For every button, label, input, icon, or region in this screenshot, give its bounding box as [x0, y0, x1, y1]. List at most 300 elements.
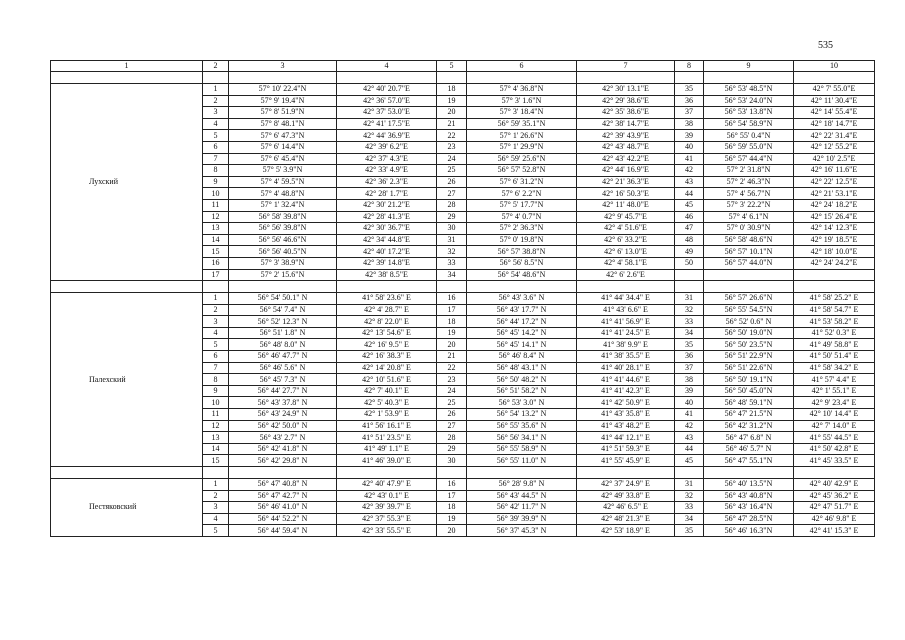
table-cell: 12: [203, 211, 229, 223]
table-cell: 57° 6' 2.2"N: [467, 188, 577, 200]
empty-cell: [437, 467, 467, 479]
table-cell: 42: [675, 420, 704, 432]
table-cell: 4: [203, 513, 229, 525]
empty-cell: [704, 467, 794, 479]
table-cell: 42° 22' 12.5"E: [794, 176, 875, 188]
table-cell: 42° 24' 18.2"E: [794, 199, 875, 211]
table-cell: 56° 45' 14.1" N: [467, 339, 577, 351]
district-name: Пестяковский: [51, 479, 203, 537]
table-cell: 42° 19' 18.5"E: [794, 234, 875, 246]
table-cell: 41° 53' 58.2" E: [794, 316, 875, 328]
table-cell: 56° 42' 50.0" N: [229, 420, 337, 432]
table-cell: 42° 18' 10.0"E: [794, 246, 875, 258]
empty-cell: [51, 281, 203, 293]
table-cell: 56° 43' 3.6" N: [467, 293, 577, 305]
table-cell: 27: [437, 420, 467, 432]
table-cell: 41° 42' 50.9" E: [577, 397, 675, 409]
table-cell: 30: [437, 455, 467, 467]
table-cell: 42° 37' 55.3" E: [337, 513, 437, 525]
table-cell: 56° 43' 17.7" N: [467, 304, 577, 316]
table-cell: 57° 1' 26.6"N: [467, 130, 577, 142]
table-cell: 41° 38' 9.9" E: [577, 339, 675, 351]
table-cell: 57° 2' 46.3"N: [704, 176, 794, 188]
table-cell: 57° 3' 18.4"N: [467, 107, 577, 119]
table-cell: 42° 21' 36.3"E: [577, 176, 675, 188]
table-cell: 56° 57' 44.0"N: [704, 257, 794, 269]
table-cell: 57° 4' 0.7"N: [467, 211, 577, 223]
table-cell: 19: [437, 327, 467, 339]
table-cell: 21: [437, 351, 467, 363]
table-cell: 42° 13' 54.6" E: [337, 327, 437, 339]
table-cell: 42° 18' 14.7"E: [794, 118, 875, 130]
table-cell: 56° 43' 24.9" N: [229, 409, 337, 421]
table-cell: 20: [437, 339, 467, 351]
table-cell: 41° 58' 23.6" E: [337, 293, 437, 305]
table-cell: 42° 12' 55.2"E: [794, 141, 875, 153]
table-cell: 42° 16' 11.6"E: [794, 165, 875, 177]
header-row: [51, 61, 875, 72]
table-cell: 56° 56' 34.1" N: [467, 432, 577, 444]
table-cell: 42° 14' 55.4"E: [794, 107, 875, 119]
table-cell: 20: [437, 107, 467, 119]
separator-row: [51, 72, 875, 84]
table-cell: 56° 51' 1.8" N: [229, 327, 337, 339]
table-cell: 43: [675, 176, 704, 188]
table-cell: 42° 36' 57.0"E: [337, 95, 437, 107]
table-cell: 42° 45' 36.2" E: [794, 490, 875, 502]
table-cell: 56° 46' 5.6" N: [229, 362, 337, 374]
table-cell: 35: [675, 525, 704, 537]
empty-cell: [229, 281, 337, 293]
table-cell: 56° 52' 0.6" N: [704, 316, 794, 328]
table-cell: 9: [203, 176, 229, 188]
table-cell: 57° 5' 3.9"N: [229, 165, 337, 177]
table-cell: 42° 11' 30.4"E: [794, 95, 875, 107]
table-cell: 48: [675, 234, 704, 246]
table-cell: 42° 6' 13.0"E: [577, 246, 675, 258]
table-cell: 57° 8' 48.1"N: [229, 118, 337, 130]
table-cell: 21: [437, 118, 467, 130]
column-header: 8: [675, 61, 704, 72]
empty-cell: [203, 281, 229, 293]
table-cell: 30: [437, 223, 467, 235]
table-cell: 56° 45' 7.3" N: [229, 374, 337, 386]
table-cell: 26: [437, 409, 467, 421]
table-cell: 56° 43' 16.4"N: [704, 502, 794, 514]
table-cell: 41° 58' 34.2" E: [794, 362, 875, 374]
table-cell: 42° 33' 55.5" E: [337, 525, 437, 537]
column-header: 1: [51, 61, 203, 72]
table-cell: 56° 40' 13.5"N: [704, 479, 794, 491]
table-cell: 18: [437, 84, 467, 96]
table-cell: 42° 40' 17.2"E: [337, 246, 437, 258]
empty-cell: [675, 72, 704, 84]
table-cell: 56° 58' 39.8"N: [229, 211, 337, 223]
table-cell: 1: [203, 293, 229, 305]
empty-cell: [229, 467, 337, 479]
table-cell: 42° 30' 13.1"E: [577, 84, 675, 96]
table-cell: 42° 43' 42.2"E: [577, 153, 675, 165]
table-cell: 42° 8' 22.0" E: [337, 316, 437, 328]
empty-cell: [675, 467, 704, 479]
table-cell: 57° 8' 51.9"N: [229, 107, 337, 119]
table-cell: 57° 0' 19.8"N: [467, 234, 577, 246]
empty-cell: [794, 281, 875, 293]
table-cell: 57° 6' 31.2"N: [467, 176, 577, 188]
table-cell: 41° 41' 44.6" E: [577, 374, 675, 386]
table-cell: 10: [203, 397, 229, 409]
table-cell: 42° 37' 53.0"E: [337, 107, 437, 119]
table-cell: 41° 51' 23.5" E: [337, 432, 437, 444]
table-cell: 26: [437, 176, 467, 188]
table-cell: 42° 9' 23.4" E: [794, 397, 875, 409]
table-cell: 2: [203, 490, 229, 502]
table-cell: 38: [675, 118, 704, 130]
table-cell: 34: [675, 327, 704, 339]
table-cell: 56° 48' 8.0" N: [229, 339, 337, 351]
table-cell: 56° 47' 55.1"N: [704, 455, 794, 467]
table-cell: 56° 59' 25.6"N: [467, 153, 577, 165]
table-cell: 42° 44' 36.9"E: [337, 130, 437, 142]
table-cell: 56° 57' 44.4"N: [704, 153, 794, 165]
table-cell: 27: [437, 188, 467, 200]
table-cell: 56° 43' 2.7" N: [229, 432, 337, 444]
table-cell: 56° 56' 39.8"N: [229, 223, 337, 235]
table-cell: 56° 55' 35.6" N: [467, 420, 577, 432]
table-cell: 39: [675, 130, 704, 142]
table-cell: 56° 57' 26.6"N: [704, 293, 794, 305]
table-cell: 42° 33' 4.9"E: [337, 165, 437, 177]
table-cell: 36: [675, 351, 704, 363]
table-cell: 56° 42' 29.8" N: [229, 455, 337, 467]
table-cell: 57° 1' 29.9"N: [467, 141, 577, 153]
empty-cell: [203, 72, 229, 84]
table-cell: 41° 57' 4.4" E: [794, 374, 875, 386]
table-cell: 41° 38' 35.5" E: [577, 351, 675, 363]
table-cell: 42° 1' 53.9" E: [337, 409, 437, 421]
table-cell: 42° 28' 41.3"E: [337, 211, 437, 223]
table-cell: 25: [437, 165, 467, 177]
table-cell: 41° 43' 48.2" E: [577, 420, 675, 432]
table-cell: 56° 56' 40.5"N: [229, 246, 337, 258]
table-cell: 42: [675, 165, 704, 177]
table-cell: 57° 10' 22.4"N: [229, 84, 337, 96]
table-cell: 42° 22' 31.4"E: [794, 130, 875, 142]
table-cell: 42° 7' 40.1" E: [337, 385, 437, 397]
table-cell: 41° 50' 42.8" E: [794, 443, 875, 455]
table-cell: 56° 44' 27.7" N: [229, 385, 337, 397]
table-cell: 42° 40' 47.9" E: [337, 479, 437, 491]
empty-cell: [437, 72, 467, 84]
table-cell: 2: [203, 95, 229, 107]
table-cell: 56° 43' 40.8"N: [704, 490, 794, 502]
table-cell: 24: [437, 385, 467, 397]
table-cell: 42° 46' 9.8" E: [794, 513, 875, 525]
table-cell: 3: [203, 502, 229, 514]
table-cell: 41° 52' 0.3" E: [794, 327, 875, 339]
table-cell: 7: [203, 362, 229, 374]
table-cell: 41° 50' 51.4" E: [794, 351, 875, 363]
table-cell: 42° 43' 48.7"E: [577, 141, 675, 153]
table-cell: 56° 47' 40.8" N: [229, 479, 337, 491]
column-header: 6: [467, 61, 577, 72]
table-cell: 28: [437, 432, 467, 444]
table-cell: 42° 4' 28.7" E: [337, 304, 437, 316]
table-cell: 57° 4' 56.7"N: [704, 188, 794, 200]
table-cell: 56° 47' 21.5"N: [704, 409, 794, 421]
table-cell: 42° 34' 44.8"E: [337, 234, 437, 246]
empty-cell: [337, 467, 437, 479]
table-cell: 56° 51' 22.9"N: [704, 351, 794, 363]
table-cell: 56° 55' 58.9" N: [467, 443, 577, 455]
table-cell: 6: [203, 351, 229, 363]
empty-cell: [675, 281, 704, 293]
table-cell: 56° 51' 58.2" N: [467, 385, 577, 397]
table-cell: 57° 4' 6.1"N: [704, 211, 794, 223]
table-cell: 42° 29' 38.6"E: [577, 95, 675, 107]
empty-cell: [467, 72, 577, 84]
table-cell: 42° 4' 51.6"E: [577, 223, 675, 235]
empty-cell: [577, 467, 675, 479]
empty-cell: [51, 467, 203, 479]
table-cell: 56° 46' 47.7" N: [229, 351, 337, 363]
table-cell: 42° 24' 24.2"E: [794, 257, 875, 269]
table-cell: 42° 16' 50.3"E: [577, 188, 675, 200]
empty-cell: [577, 72, 675, 84]
table-cell: 42° 9' 45.7"E: [577, 211, 675, 223]
table-cell: 57° 1' 32.4"N: [229, 199, 337, 211]
table-cell: 24: [437, 153, 467, 165]
table-cell: 57° 3' 1.6"N: [467, 95, 577, 107]
table-cell: 35: [675, 84, 704, 96]
table-cell: 56° 42' 31.2"N: [704, 420, 794, 432]
table-cell: 22: [437, 362, 467, 374]
table-cell: 42° 6' 2.6"E: [577, 269, 675, 281]
table-cell: 36: [675, 95, 704, 107]
table-row: [51, 84, 875, 96]
table-cell: 41° 58' 25.2" E: [794, 293, 875, 305]
empty-cell: [337, 281, 437, 293]
table-cell: 32: [675, 490, 704, 502]
empty-cell: [51, 72, 203, 84]
table-cell: 29: [437, 211, 467, 223]
table-cell: 14: [203, 443, 229, 455]
table-cell: 56° 55' 11.0" N: [467, 455, 577, 467]
table-cell: 57° 2' 36.3"N: [467, 223, 577, 235]
table-cell: 42° 1' 55.1" E: [794, 385, 875, 397]
table-cell: 37: [675, 362, 704, 374]
table-cell: 22: [437, 130, 467, 142]
table-cell: 25: [437, 397, 467, 409]
table-cell: 57° 4' 48.8"N: [229, 188, 337, 200]
empty-cell: [337, 72, 437, 84]
column-header: 9: [704, 61, 794, 72]
column-header: 2: [203, 61, 229, 72]
table-cell: 56° 44' 17.2" N: [467, 316, 577, 328]
table-cell: 18: [437, 502, 467, 514]
table-cell: 42° 37' 24.9" E: [577, 479, 675, 491]
table-cell: 56° 46' 41.0" N: [229, 502, 337, 514]
table-cell: 42° 16' 38.3" E: [337, 351, 437, 363]
table-cell: 45: [675, 455, 704, 467]
table-cell: 42° 38' 14.7"E: [577, 118, 675, 130]
table-cell: 4: [203, 327, 229, 339]
empty-cell: [437, 281, 467, 293]
empty-cell: [794, 467, 875, 479]
table-cell: 42° 37' 4.3"E: [337, 153, 437, 165]
table-cell: 37: [675, 107, 704, 119]
table-cell: 32: [437, 246, 467, 258]
empty-cell: [229, 72, 337, 84]
table-cell: 41° 55' 45.9" E: [577, 455, 675, 467]
table-cell: 42° 7' 14.0" E: [794, 420, 875, 432]
table-cell: 56° 48' 43.1" N: [467, 362, 577, 374]
table-cell: 42° 14' 20.8" E: [337, 362, 437, 374]
table-cell: 41° 43' 35.8" E: [577, 409, 675, 421]
table-cell: 42° 40' 42.9" E: [794, 479, 875, 491]
table-cell: 20: [437, 525, 467, 537]
table-cell: 57° 6' 47.3"N: [229, 130, 337, 142]
table-cell: 42° 41' 17.5"E: [337, 118, 437, 130]
table-cell: 42° 28' 1.7"E: [337, 188, 437, 200]
table-cell: 57° 4' 36.8"N: [467, 84, 577, 96]
table-row: [51, 479, 875, 491]
table-cell: 40: [675, 141, 704, 153]
table-cell: 41° 40' 28.1" E: [577, 362, 675, 374]
table-cell: 56° 48' 59.1"N: [704, 397, 794, 409]
table-cell: 56° 59' 35.1"N: [467, 118, 577, 130]
table-cell: 56° 50' 23.5"N: [704, 339, 794, 351]
table-cell: 42° 16' 9.5" E: [337, 339, 437, 351]
table-cell: 56° 50' 19.1"N: [704, 374, 794, 386]
table-cell: 56° 50' 45.0"N: [704, 385, 794, 397]
table-cell: 56° 44' 52.2" N: [229, 513, 337, 525]
table-cell: 42° 35' 38.6"E: [577, 107, 675, 119]
table-cell: 12: [203, 420, 229, 432]
table-cell: 57° 4' 59.5"N: [229, 176, 337, 188]
table-cell: 41° 44' 12.1" E: [577, 432, 675, 444]
table-cell: 2: [203, 304, 229, 316]
table-cell: 6: [203, 141, 229, 153]
table-cell: 42° 10' 14.4" E: [794, 409, 875, 421]
table-cell: 42° 5' 40.3" E: [337, 397, 437, 409]
table-cell: 33: [675, 316, 704, 328]
table-cell: 56° 56' 46.6"N: [229, 234, 337, 246]
table-cell: 19: [437, 95, 467, 107]
table-cell: 56° 58' 48.6"N: [704, 234, 794, 246]
empty-cell: [794, 72, 875, 84]
table-cell: 41° 56' 16.1" E: [337, 420, 437, 432]
table-cell: [794, 269, 875, 281]
table-cell: 56° 47' 28.5"N: [704, 513, 794, 525]
table-cell: 57° 3' 38.9"N: [229, 257, 337, 269]
table-cell: 1: [203, 84, 229, 96]
table-cell: 41° 49' 1.1" E: [337, 443, 437, 455]
table-cell: 9: [203, 385, 229, 397]
column-header: 3: [229, 61, 337, 72]
table-cell: 42° 43' 0.1" E: [337, 490, 437, 502]
table-cell: 56° 57' 10.1"N: [704, 246, 794, 258]
table-cell: 56° 47' 42.7" N: [229, 490, 337, 502]
table-cell: 33: [675, 502, 704, 514]
table-cell: 42° 10' 51.6" E: [337, 374, 437, 386]
table-cell: 42° 39' 39.7" E: [337, 502, 437, 514]
table-cell: 29: [437, 443, 467, 455]
table-cell: 10: [203, 188, 229, 200]
table-cell: 49: [675, 246, 704, 258]
table-cell: 42° 11' 48.0"E: [577, 199, 675, 211]
table-cell: 14: [203, 234, 229, 246]
table-cell: 56° 28' 9.8" N: [467, 479, 577, 491]
table-cell: 3: [203, 107, 229, 119]
column-header: 4: [337, 61, 437, 72]
empty-cell: [203, 467, 229, 479]
table-cell: 11: [203, 199, 229, 211]
table-cell: 56° 53' 48.5"N: [704, 84, 794, 96]
table-cell: 17: [437, 304, 467, 316]
table-cell: 56° 37' 45.3" N: [467, 525, 577, 537]
table-body: [51, 61, 875, 537]
empty-cell: [467, 467, 577, 479]
table-cell: 42° 6' 33.2"E: [577, 234, 675, 246]
table-cell: 41° 51' 59.3" E: [577, 443, 675, 455]
table-cell: 42° 46' 6.5" E: [577, 502, 675, 514]
table-cell: 57° 6' 14.4"N: [229, 141, 337, 153]
table-cell: 42° 4' 58.1"E: [577, 257, 675, 269]
table-cell: 34: [675, 513, 704, 525]
table-cell: 41° 45' 33.5" E: [794, 455, 875, 467]
table-cell: 56° 46' 16.3"N: [704, 525, 794, 537]
table-cell: 42° 21' 53.1"E: [794, 188, 875, 200]
table-cell: 47: [675, 223, 704, 235]
table-cell: 44: [675, 188, 704, 200]
table-cell: 56° 46' 8.4" N: [467, 351, 577, 363]
table-cell: 56° 57' 52.8"N: [467, 165, 577, 177]
table-cell: 56° 42' 11.7" N: [467, 502, 577, 514]
separator-row: [51, 467, 875, 479]
table-cell: 56° 52' 12.3" N: [229, 316, 337, 328]
table-cell: 42° 36' 2.3"E: [337, 176, 437, 188]
table-cell: 56° 39' 39.9" N: [467, 513, 577, 525]
table-cell: 57° 6' 45.4"N: [229, 153, 337, 165]
table-cell: 56° 54' 7.4" N: [229, 304, 337, 316]
table-cell: 56° 45' 14.2" N: [467, 327, 577, 339]
table-cell: 41° 46' 39.0" E: [337, 455, 437, 467]
table-cell: 5: [203, 525, 229, 537]
table-cell: 15: [203, 455, 229, 467]
table-cell: 38: [675, 374, 704, 386]
table-cell: 56° 54' 50.1" N: [229, 293, 337, 305]
table-cell: 56° 53' 3.0" N: [467, 397, 577, 409]
table-cell: 56° 53' 24.0"N: [704, 95, 794, 107]
table-cell: 56° 56' 8.5"N: [467, 257, 577, 269]
table-cell: 56° 43' 37.8" N: [229, 397, 337, 409]
table-cell: 1: [203, 479, 229, 491]
table-cell: 42° 39' 14.8"E: [337, 257, 437, 269]
table-cell: 5: [203, 339, 229, 351]
district-name: Палехский: [51, 293, 203, 467]
table-cell: 34: [437, 269, 467, 281]
table-cell: 42° 15' 26.4"E: [794, 211, 875, 223]
table-cell: 5: [203, 130, 229, 142]
table-cell: 56° 46' 5.7" N: [704, 443, 794, 455]
table-cell: 8: [203, 374, 229, 386]
table-cell: 56° 57' 38.8"N: [467, 246, 577, 258]
table-cell: 19: [437, 513, 467, 525]
table-cell: 42° 39' 6.2"E: [337, 141, 437, 153]
empty-cell: [704, 72, 794, 84]
table-cell: 41° 41' 56.9" E: [577, 316, 675, 328]
